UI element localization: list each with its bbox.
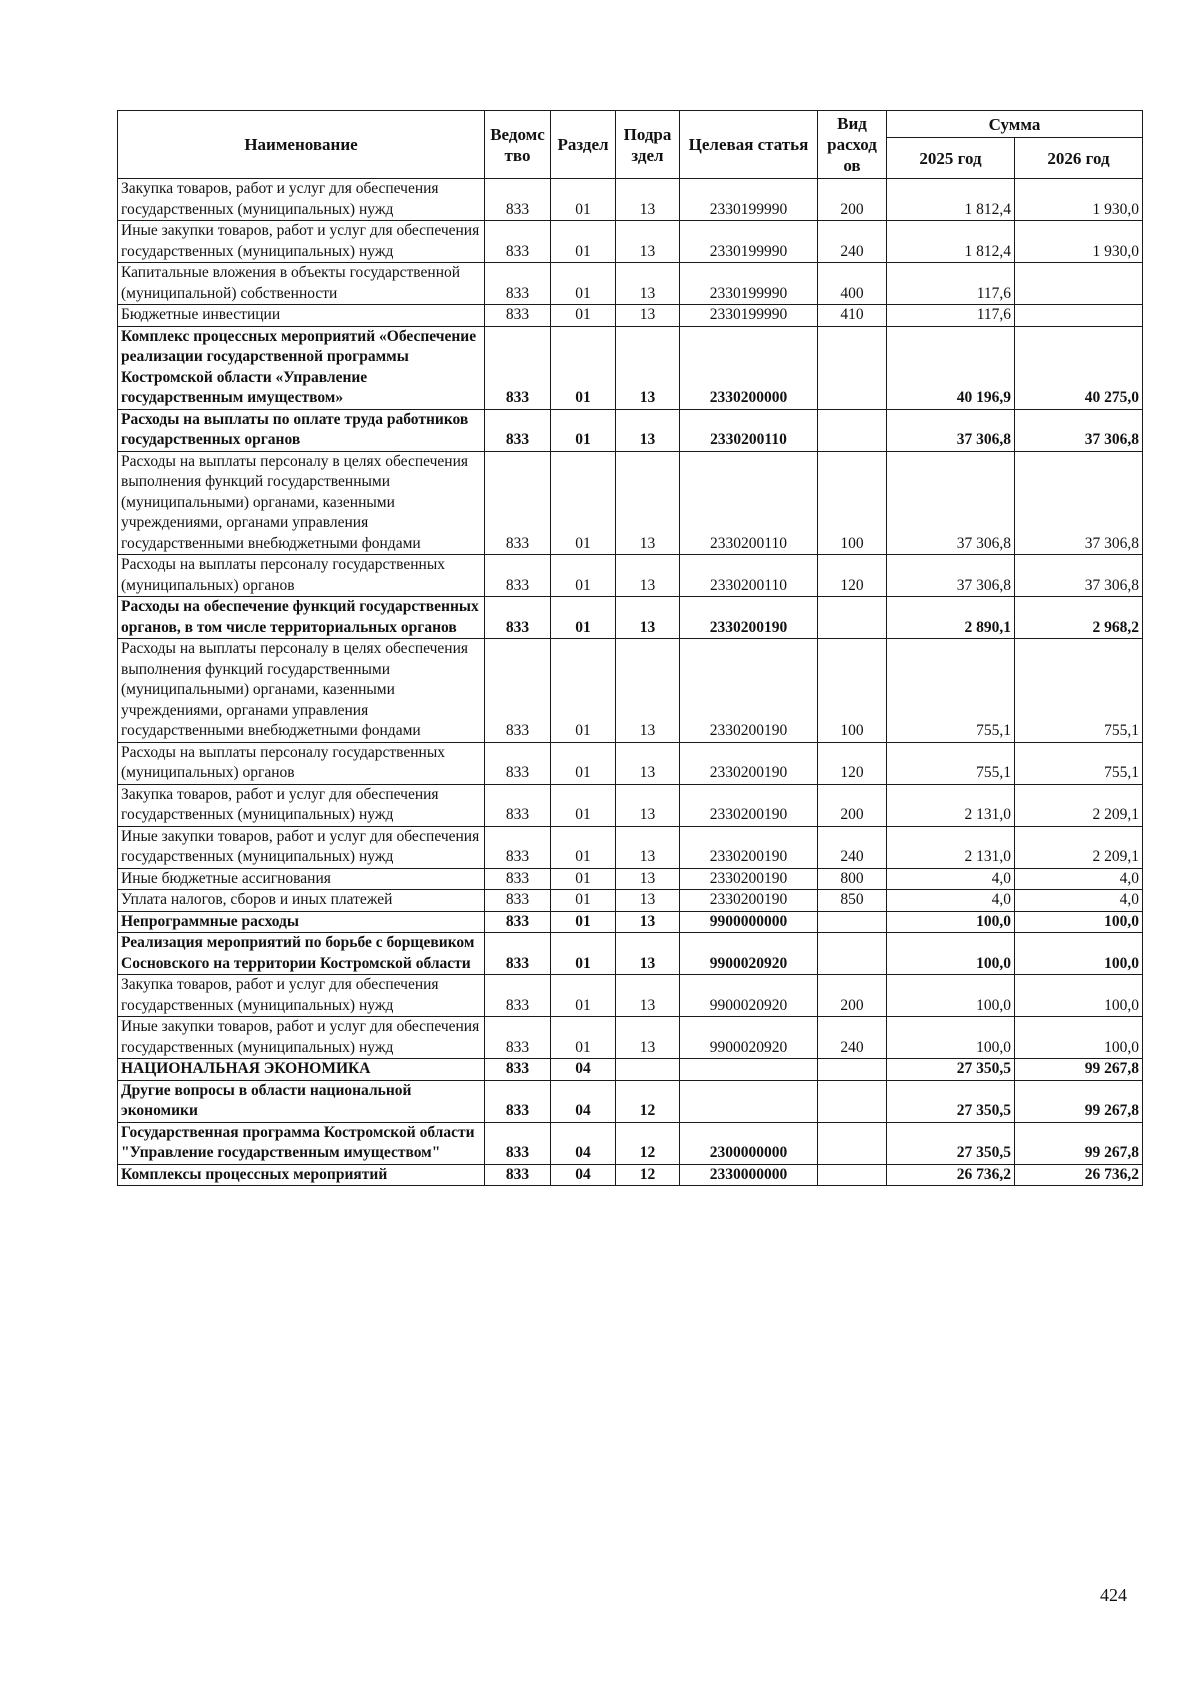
cell-2025: 26 736,2 xyxy=(887,1164,1015,1186)
table-row xyxy=(118,639,1143,743)
cell-target: 9900020920 xyxy=(680,975,818,1017)
cell-2025: 40 196,9 xyxy=(887,326,1015,409)
cell-subsection: 13 xyxy=(616,911,680,933)
budget-table xyxy=(117,110,1143,1186)
cell-dept: 833 xyxy=(485,868,551,890)
header-expense-type: Вид расход ов xyxy=(818,111,887,179)
cell-target: 9900000000 xyxy=(680,911,818,933)
cell-target: 2330200190 xyxy=(680,784,818,826)
cell-expense-type: 200 xyxy=(818,784,887,826)
cell-2026 xyxy=(1015,263,1143,305)
cell-dept: 833 xyxy=(485,179,551,221)
cell-name: Непрограммные расходы xyxy=(118,911,485,933)
cell-subsection: 13 xyxy=(616,639,680,743)
cell-section: 01 xyxy=(551,639,616,743)
cell-2025: 37 306,8 xyxy=(887,409,1015,451)
cell-subsection: 13 xyxy=(616,263,680,305)
cell-name: Капитальные вложения в объекты государственной (муниципальной) собственности xyxy=(118,263,485,305)
cell-name: Государственная программа Костромской области "Управление государственным имуществом" xyxy=(118,1122,485,1164)
cell-target: 2330000000 xyxy=(680,1164,818,1186)
cell-subsection: 13 xyxy=(616,409,680,451)
cell-target: 9900020920 xyxy=(680,1017,818,1059)
cell-2026 xyxy=(1015,305,1143,327)
cell-2026: 2 968,2 xyxy=(1015,597,1143,639)
cell-expense-type: 240 xyxy=(818,826,887,868)
cell-subsection: 13 xyxy=(616,305,680,327)
cell-target: 2330200000 xyxy=(680,326,818,409)
cell-dept: 833 xyxy=(485,890,551,912)
cell-2026: 4,0 xyxy=(1015,868,1143,890)
cell-target: 2330200190 xyxy=(680,742,818,784)
cell-section: 01 xyxy=(551,221,616,263)
cell-section: 04 xyxy=(551,1164,616,1186)
cell-2026: 755,1 xyxy=(1015,742,1143,784)
cell-section: 01 xyxy=(551,451,616,555)
cell-target: 2330200110 xyxy=(680,451,818,555)
cell-subsection: 13 xyxy=(616,1017,680,1059)
table-row xyxy=(118,975,1143,1017)
cell-section: 01 xyxy=(551,597,616,639)
cell-expense-type: 100 xyxy=(818,639,887,743)
cell-2026: 99 267,8 xyxy=(1015,1080,1143,1122)
cell-2025: 1 812,4 xyxy=(887,221,1015,263)
cell-dept: 833 xyxy=(485,221,551,263)
table-row xyxy=(118,409,1143,451)
table-row xyxy=(118,742,1143,784)
cell-name: Иные закупки товаров, работ и услуг для обеспечения государственных (муниципальных) нужд xyxy=(118,221,485,263)
cell-expense-type: 400 xyxy=(818,263,887,305)
cell-section: 01 xyxy=(551,742,616,784)
cell-name: Расходы на выплаты персоналу в целях обеспечения выполнения функций государственными (муниципальными) органами, казенными учреждениями, органами управления государственными внебюджетными фондами xyxy=(118,451,485,555)
header-row xyxy=(118,111,1143,138)
cell-2026: 37 306,8 xyxy=(1015,409,1143,451)
cell-section: 01 xyxy=(551,784,616,826)
cell-dept: 833 xyxy=(485,1164,551,1186)
cell-target: 2330199990 xyxy=(680,221,818,263)
cell-subsection: 13 xyxy=(616,451,680,555)
cell-name: Расходы на выплаты персоналу государственных (муниципальных) органов xyxy=(118,742,485,784)
table-row xyxy=(118,179,1143,221)
cell-section: 01 xyxy=(551,326,616,409)
cell-name: Иные закупки товаров, работ и услуг для обеспечения государственных (муниципальных) нужд xyxy=(118,1017,485,1059)
header-dept: Ведомс тво xyxy=(485,111,551,179)
cell-name: Закупка товаров, работ и услуг для обеспечения государственных (муниципальных) нужд xyxy=(118,179,485,221)
cell-dept: 833 xyxy=(485,1122,551,1164)
cell-section: 01 xyxy=(551,179,616,221)
table-row xyxy=(118,326,1143,409)
cell-2025: 2 131,0 xyxy=(887,784,1015,826)
table-row xyxy=(118,1122,1143,1164)
cell-name: Иные закупки товаров, работ и услуг для обеспечения государственных (муниципальных) нужд xyxy=(118,826,485,868)
cell-target: 2330200190 xyxy=(680,597,818,639)
cell-dept: 833 xyxy=(485,451,551,555)
cell-name: Другие вопросы в области национальной экономики xyxy=(118,1080,485,1122)
cell-subsection: 13 xyxy=(616,555,680,597)
cell-target: 2330200110 xyxy=(680,555,818,597)
cell-subsection: 12 xyxy=(616,1164,680,1186)
cell-2025: 100,0 xyxy=(887,975,1015,1017)
cell-section: 01 xyxy=(551,409,616,451)
header-target: Целевая статья xyxy=(680,111,818,179)
header-year-2025: 2025 год xyxy=(887,138,1015,179)
cell-expense-type: 120 xyxy=(818,742,887,784)
cell-expense-type xyxy=(818,1122,887,1164)
table-body xyxy=(118,179,1143,1186)
cell-subsection: 13 xyxy=(616,179,680,221)
cell-expense-type: 240 xyxy=(818,1017,887,1059)
cell-dept: 833 xyxy=(485,1017,551,1059)
cell-section: 01 xyxy=(551,555,616,597)
cell-dept: 833 xyxy=(485,975,551,1017)
cell-target xyxy=(680,1080,818,1122)
cell-name: Бюджетные инвестиции xyxy=(118,305,485,327)
cell-section: 01 xyxy=(551,305,616,327)
cell-expense-type: 410 xyxy=(818,305,887,327)
cell-target: 2330199990 xyxy=(680,305,818,327)
cell-dept: 833 xyxy=(485,326,551,409)
table-row xyxy=(118,911,1143,933)
table-row xyxy=(118,1059,1143,1081)
cell-2026: 100,0 xyxy=(1015,1017,1143,1059)
cell-subsection: 13 xyxy=(616,890,680,912)
cell-2026: 37 306,8 xyxy=(1015,555,1143,597)
header-section: Раздел xyxy=(551,111,616,179)
table-row xyxy=(118,933,1143,975)
cell-expense-type xyxy=(818,911,887,933)
cell-expense-type: 850 xyxy=(818,890,887,912)
table-row xyxy=(118,826,1143,868)
cell-section: 01 xyxy=(551,933,616,975)
cell-section: 01 xyxy=(551,1017,616,1059)
cell-subsection: 12 xyxy=(616,1080,680,1122)
cell-2026: 100,0 xyxy=(1015,933,1143,975)
cell-dept: 833 xyxy=(485,639,551,743)
cell-subsection: 13 xyxy=(616,868,680,890)
table-row xyxy=(118,1164,1143,1186)
cell-name: НАЦИОНАЛЬНАЯ ЭКОНОМИКА xyxy=(118,1059,485,1081)
cell-expense-type xyxy=(818,326,887,409)
header-sum: Сумма xyxy=(887,111,1143,138)
table-row xyxy=(118,305,1143,327)
cell-2026: 99 267,8 xyxy=(1015,1059,1143,1081)
cell-subsection: 13 xyxy=(616,742,680,784)
cell-name: Комплекс процессных мероприятий «Обеспечение реализации государственной программы Костромской области «Управление государственным имуществом» xyxy=(118,326,485,409)
cell-dept: 833 xyxy=(485,933,551,975)
cell-name: Расходы на выплаты по оплате труда работников государственных органов xyxy=(118,409,485,451)
cell-target: 2330199990 xyxy=(680,263,818,305)
table-row xyxy=(118,868,1143,890)
cell-expense-type xyxy=(818,597,887,639)
header-subsection: Подра здел xyxy=(616,111,680,179)
cell-section: 04 xyxy=(551,1080,616,1122)
table-row xyxy=(118,263,1143,305)
cell-2026: 4,0 xyxy=(1015,890,1143,912)
cell-dept: 833 xyxy=(485,409,551,451)
table-row xyxy=(118,451,1143,555)
cell-target xyxy=(680,1059,818,1081)
cell-subsection xyxy=(616,1059,680,1081)
cell-subsection: 13 xyxy=(616,597,680,639)
table-row xyxy=(118,597,1143,639)
cell-dept: 833 xyxy=(485,305,551,327)
cell-expense-type: 240 xyxy=(818,221,887,263)
cell-2025: 27 350,5 xyxy=(887,1059,1015,1081)
cell-expense-type: 120 xyxy=(818,555,887,597)
cell-dept: 833 xyxy=(485,742,551,784)
cell-2025: 117,6 xyxy=(887,263,1015,305)
cell-section: 01 xyxy=(551,890,616,912)
cell-dept: 833 xyxy=(485,826,551,868)
cell-2026: 40 275,0 xyxy=(1015,326,1143,409)
cell-name: Иные бюджетные ассигнования xyxy=(118,868,485,890)
cell-dept: 833 xyxy=(485,1080,551,1122)
cell-2025: 37 306,8 xyxy=(887,451,1015,555)
cell-name: Уплата налогов, сборов и иных платежей xyxy=(118,890,485,912)
cell-2025: 27 350,5 xyxy=(887,1122,1015,1164)
cell-name: Закупка товаров, работ и услуг для обеспечения государственных (муниципальных) нужд xyxy=(118,784,485,826)
cell-subsection: 13 xyxy=(616,975,680,1017)
cell-dept: 833 xyxy=(485,555,551,597)
cell-expense-type xyxy=(818,1080,887,1122)
cell-subsection: 13 xyxy=(616,826,680,868)
cell-expense-type: 800 xyxy=(818,868,887,890)
cell-section: 01 xyxy=(551,975,616,1017)
cell-name: Комплексы процессных мероприятий xyxy=(118,1164,485,1186)
header-year-2026: 2026 год xyxy=(1015,138,1143,179)
cell-name: Реализация мероприятий по борьбе с борщевиком Сосновского на территории Костромской области xyxy=(118,933,485,975)
cell-2026: 99 267,8 xyxy=(1015,1122,1143,1164)
cell-target: 2330200110 xyxy=(680,409,818,451)
cell-name: Закупка товаров, работ и услуг для обеспечения государственных (муниципальных) нужд xyxy=(118,975,485,1017)
cell-subsection: 13 xyxy=(616,933,680,975)
cell-2026: 2 209,1 xyxy=(1015,826,1143,868)
cell-target: 2330199990 xyxy=(680,179,818,221)
cell-2025: 755,1 xyxy=(887,742,1015,784)
cell-dept: 833 xyxy=(485,911,551,933)
cell-name: Расходы на выплаты персоналу в целях обеспечения выполнения функций государственными (муниципальными) органами, казенными учреждениями, органами управления государственными внебюджетными фондами xyxy=(118,639,485,743)
cell-2026: 37 306,8 xyxy=(1015,451,1143,555)
cell-2025: 2 131,0 xyxy=(887,826,1015,868)
cell-subsection: 13 xyxy=(616,326,680,409)
cell-subsection: 13 xyxy=(616,784,680,826)
cell-expense-type xyxy=(818,409,887,451)
cell-expense-type xyxy=(818,1059,887,1081)
cell-section: 04 xyxy=(551,1122,616,1164)
table-row xyxy=(118,1017,1143,1059)
cell-2025: 100,0 xyxy=(887,1017,1015,1059)
cell-name: Расходы на обеспечение функций государственных органов, в том числе территориальных органов xyxy=(118,597,485,639)
cell-2026: 26 736,2 xyxy=(1015,1164,1143,1186)
table-row xyxy=(118,1080,1143,1122)
cell-2025: 2 890,1 xyxy=(887,597,1015,639)
cell-2026: 755,1 xyxy=(1015,639,1143,743)
cell-dept: 833 xyxy=(485,1059,551,1081)
table-row xyxy=(118,221,1143,263)
cell-2025: 100,0 xyxy=(887,911,1015,933)
cell-section: 01 xyxy=(551,826,616,868)
cell-2025: 4,0 xyxy=(887,890,1015,912)
cell-section: 01 xyxy=(551,911,616,933)
cell-2026: 2 209,1 xyxy=(1015,784,1143,826)
table-row xyxy=(118,890,1143,912)
header-name: Наименование xyxy=(118,111,485,179)
cell-2025: 755,1 xyxy=(887,639,1015,743)
cell-2025: 100,0 xyxy=(887,933,1015,975)
cell-2025: 1 812,4 xyxy=(887,179,1015,221)
cell-2026: 1 930,0 xyxy=(1015,221,1143,263)
cell-expense-type: 100 xyxy=(818,451,887,555)
cell-section: 04 xyxy=(551,1059,616,1081)
cell-expense-type xyxy=(818,933,887,975)
cell-dept: 833 xyxy=(485,263,551,305)
cell-2025: 27 350,5 xyxy=(887,1080,1015,1122)
page-number: 424 xyxy=(1100,1585,1127,1605)
cell-section: 01 xyxy=(551,868,616,890)
cell-expense-type xyxy=(818,1164,887,1186)
cell-target: 2300000000 xyxy=(680,1122,818,1164)
cell-expense-type: 200 xyxy=(818,179,887,221)
cell-2025: 4,0 xyxy=(887,868,1015,890)
cell-2026: 100,0 xyxy=(1015,911,1143,933)
cell-dept: 833 xyxy=(485,784,551,826)
cell-2026: 100,0 xyxy=(1015,975,1143,1017)
cell-target: 2330200190 xyxy=(680,890,818,912)
cell-subsection: 13 xyxy=(616,221,680,263)
cell-2025: 37 306,8 xyxy=(887,555,1015,597)
cell-target: 9900020920 xyxy=(680,933,818,975)
table-row xyxy=(118,784,1143,826)
cell-2025: 117,6 xyxy=(887,305,1015,327)
cell-2026: 1 930,0 xyxy=(1015,179,1143,221)
cell-target: 2330200190 xyxy=(680,868,818,890)
cell-dept: 833 xyxy=(485,597,551,639)
cell-target: 2330200190 xyxy=(680,639,818,743)
cell-target: 2330200190 xyxy=(680,826,818,868)
cell-expense-type: 200 xyxy=(818,975,887,1017)
cell-name: Расходы на выплаты персоналу государственных (муниципальных) органов xyxy=(118,555,485,597)
cell-subsection: 12 xyxy=(616,1122,680,1164)
table-row xyxy=(118,555,1143,597)
cell-section: 01 xyxy=(551,263,616,305)
